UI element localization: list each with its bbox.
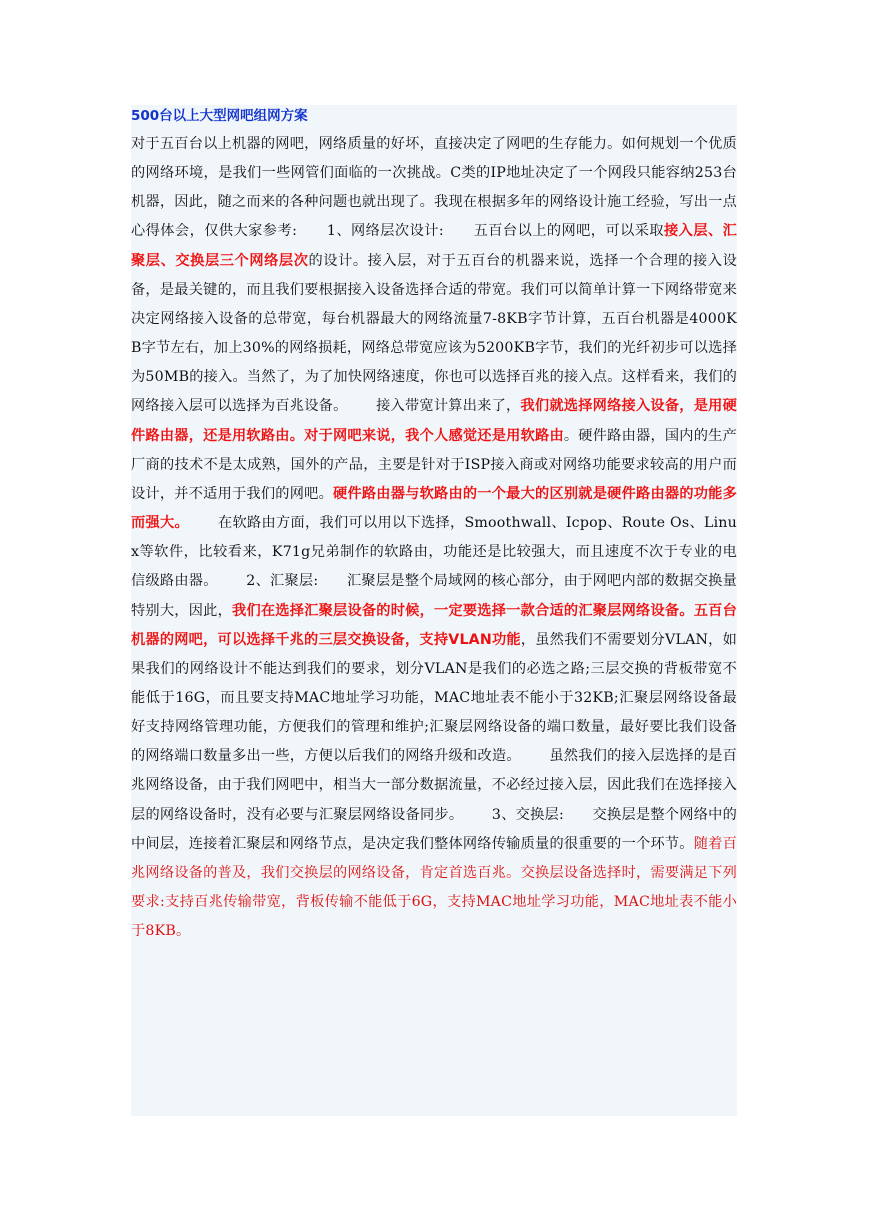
document-body: [131, 130, 737, 946]
paragraph-segment: 的设计。接入层，对于五百台的机器来说，选择一个合理的接入设备，是最关键的，而且我们要根据接入设备选择合适的带宽。我们可以简单计算一下网络带宽来决定网络接入设备的总带宽，每台机器最大的网络流量7-8KB字节计算，五百台机器是4000KB字节左右，加上30%的网络损耗，网络总带宽应该为5200KB字节，我们的光纤初步可以选择为50MB的接入。当然了，为了加快网络速度，你也可以选择百兆的接入点。这样看来，我们的网络接入层可以选择为百兆设备。 接入带宽计算出来了，: [131, 252, 737, 415]
highlighted-segment: 我们在选择汇聚层设备的时候，一定要选择一款合适的汇聚层网络设备。五百台机器的网吧，可以选择千兆的三层交换设备，支持VLAN功能: [131, 602, 737, 648]
paragraph-segment: 对于五百台以上机器的网吧，网络质量的好坏，直接决定了网吧的生存能力。如何规划一个优质的网络环境，是我们一些网管们面临的一次挑战。C类的IP地址决定了一个网段只能容纳253台机器，因此，随之而来的各种问题也就出现了。我现在根据多年的网络设计施工经验，写出一点心得体会，仅供大家参考: 1、网络层次设计: 五百台以上的网吧，可以采取: [131, 136, 737, 240]
paragraph-segment: 。硬件路由器，国内的生产厂商的技术不是太成熟，国外的产品，主要是针对于ISP接入商或对网络功能要求较高的用户而设计，并不适用于我们的网吧。: [131, 427, 737, 502]
highlighted-segment: 硬件路由器与软路由的一个最大的区别就是硬件路由器的功能多而强大。: [131, 485, 737, 532]
paragraph-segment: 在软路由方面，我们可以用以下选择，Smoothwall、Icpop、Route Os、Linux等软件，比较看来，K71g兄弟制作的软路由，功能还是比较强大，而且速度不次于专业的电信级路由器。 2、汇聚层: 汇聚层是整个局域网的核心部分，由于网吧内部的数据交换量特别大，因此，: [131, 515, 737, 619]
paragraph-segment: ，虽然我们不需要划分VLAN，如果我们的网络设计不能达到我们的要求，划分VLAN是我们的必选之路;三层交换的背板带宽不能低于16G，而且要支持MAC地址学习功能，MAC地址表不能小于32KB;汇聚层网络设备最好支持网络管理功能，方便我们的管理和维护;汇聚层网络设备的端口数量，最好要比我们设备的网络端口数量多出一些，方便以后我们的网络升级和改造。 虽然我们的接入层选择的是百兆网络设备，由于我们网吧中，相当大一部分数据流量，不必经过接入层，因此我们在选择接入层的网络设备时，没有必要与汇聚层网络设备同步。 3、交换层: 交换层是整个网络中的中间层，连接着汇聚层和网络节点，是决定我们整体网络传输质量的很重要的一个环节。: [131, 631, 737, 852]
document-title: 500台以上大型网吧组网方案: [131, 108, 308, 124]
red-segment: 随着百兆网络设备的普及，我们交换层的网络设备，肯定首选百兆。交换层设备选择时，需要满足下列要求:支持百兆传输带宽，背板传输不能低于6G，支持MAC地址学习功能，MAC地址表不能小于8KB。: [131, 835, 737, 940]
highlighted-segment: 接入层、汇聚层、交换层三个网络层次: [131, 223, 737, 269]
highlighted-segment: 我们就选择网络接入设备，是用硬件路由器，还是用软路由。对于网吧来说，我个人感觉还是用软路由: [131, 398, 737, 444]
